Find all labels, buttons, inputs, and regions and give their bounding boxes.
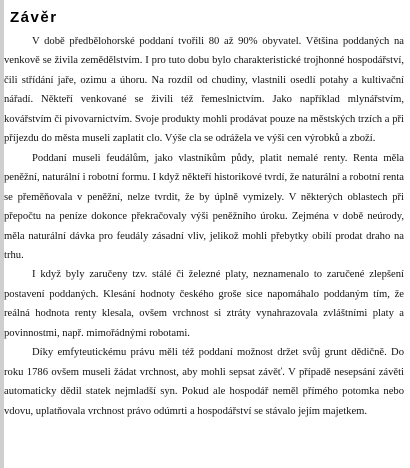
paragraph-4: Díky emfyteutickému právu měli též poddaní možnost držet svůj grunt dědičně. Do roku 1786 ovšem museli žádat vrchnost, aby mohli sepsat závěť. V případě nesepsání závěti automaticky dědil statek nejmladší syn. Pokud ale hospodář neměl přímého potomka nebo vdovu, uplatňovala vrchnost právo odúmrti a hospodářství se stávalo jejím majetkem. <box>4 347 404 417</box>
paragraph-2: Poddaní museli feudálům, jako vlastníkům půdy, platit nemalé renty. Renta měla peněžní, naturální i robotní formu. I když někteří historikové tvrdí, že naturální a robotní renta se přeměňovala v peněžní, nelze tvrdit, že by úplně vymizely. V některých oblastech při přepočtu na peníze dokonce překračovaly výši peněžního úroku. Zejména v době neúrody, měla naturální dávka pro feudály zásadní vliv, jelikož mohli přebytky obilí prodat draho na trhu. <box>4 152 404 261</box>
paragraph-1: V době předbělohorské poddaní tvořili 80 až 90% obyvatel. Většina poddaných na venkově se živila zemědělstvím. I pro tuto dobu bylo charakteristické trojhonné hospodářství, čili střídání jaře, ozimu a úhoru. Na rozdíl od chudiny, vlastnili osedlí potahy a kultivační nářadí. Někteří venkované se živili též řemeslnictvím. Jako například mlynářstvím, kovářstvím či pivovarnictvím. Svoje produkty mohli prodávat pouze na městských trzích a při příjezdu do města museli zaplatit clo. Výše cla se odrážela ve výši cen výrobků a zboží. <box>4 36 404 145</box>
paragraph-3: I když byly zaručeny tzv. stálé či železné platy, neznamenalo to zaručené zlepšení postavení poddaných. Klesání hodnoty českého groše sice napomáhalo poddaným tím, že reálná hodnota renty klesala, ovšem vrchnost si ztráty vynahrazovala zvláštními platy a povinnostmi, např. mimořádnými robotami. <box>4 269 404 339</box>
section-heading: Závěr <box>10 9 58 26</box>
document-body[interactable] <box>4 8 404 421</box>
